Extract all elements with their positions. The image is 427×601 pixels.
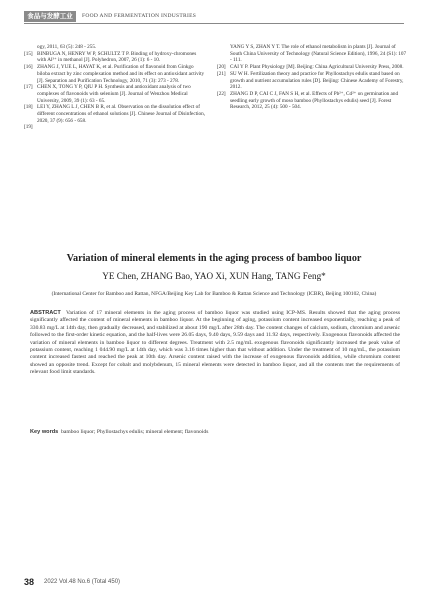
page-footer: [24, 577, 404, 589]
keywords-text: bamboo liquor; Phyllostachys edulis; mineral element; flavonoids: [61, 429, 209, 435]
reference-item: [24, 104, 206, 124]
reference-item: [217, 64, 407, 71]
reference-number: [17]: [24, 84, 33, 91]
reference-item: [24, 64, 206, 84]
reference-number: [15]: [24, 50, 33, 57]
journal-name-zh: 食品与发酵工业: [24, 11, 76, 22]
references-right-column: [217, 44, 407, 111]
reference-number: [21]: [217, 70, 226, 77]
reference-item: [24, 84, 206, 104]
reference-text: YANG Y S, ZHAN Y T. The role of ethanol metabolism in plants [J]. Journal of South China University of Technology (Natural Science Edition), 1996, 24 (S1): 107 - 111.: [230, 44, 407, 64]
abstract-label: ABSTRACT: [30, 310, 61, 316]
running-header: [24, 11, 404, 22]
keywords-block: [30, 429, 400, 436]
reference-text: ZHANG D P, CAI C J, FAN S H, et al. Effects of Pb²⁺, Cd²⁺ on germination and seedling early growth of moso bamboo (Phyllostachys edulis) seed [J]. Forest Research, 2012, 25 (4): 500 - 504.: [230, 90, 399, 111]
reference-number: [18]: [24, 104, 33, 111]
reference-item: [217, 71, 407, 91]
reference-number: [22]: [217, 90, 226, 97]
abstract-block: [30, 310, 400, 377]
reference-item: [24, 44, 206, 51]
keywords-label: Key words: [30, 429, 59, 435]
author-affiliation: (International Center for Bamboo and Rattan, NFGA/Beijing Key Lab for Bamboo & Rattan Science and Technology (ICBR), Beijing 100102, China): [51, 291, 377, 297]
article-title: Variation of mineral elements in the aging process of bamboo liquor: [66, 253, 362, 264]
reference-number: [20]: [217, 64, 226, 71]
reference-text: ogy, 2011, 63 (5): 248 - 255.: [37, 44, 97, 50]
reference-item: [217, 44, 407, 64]
volume-info: 2022 Vol.48 No.6 (Total 450): [44, 579, 121, 585]
reference-text: SU W H. Fertilization theory and practice for Phyllostachys edulis stand based on growth and nutrient accumulation rules [D]. Beijing: Chinese Academy of Forestry, 2012.: [230, 70, 404, 91]
reference-number: [19]: [24, 124, 33, 131]
abstract-text: Variation of 17 mineral elements in the aging process of bamboo liquor was studied using ICP-MS. Results showed that the aging process significantly affected the content of mineral elements in bamboo liquor. At the beginning of aging, potassium content increased exponentially, reaching a peak of 330.83 mg/L at 14th day, then gradually decreased, and stabilized at about 190 mg/L after 28th day. The content changes of calcium, sodium, chromium and arsenic followed to the first-order kinetic equation, and the half-lives were 26.05 days, 9.40 days, 9.59 days and 11.92 days, respectively. Exogenous flavonoids affected the variation of mineral elements in bamboo liquor to different degrees. Treatment with 2.5 mg/mL exogenous flavonoids significantly increased the peak value of potassium content, reaching 1 044.90 mg/L at 14th day, which was 3.16 times higher than that without addition. Under the treatment of 10 mg/mL, the potassium content increased fastest and reached the peak at 10th day. Arsenic content raised with the increase of exogenous flavonoids addition, while chromium content showed an opposite trend. Except for cobalt and molybdenum, 15 mineral elements were detected in bamboo liquor, and all the contents met the requirements of relevant food limit standards.: [30, 310, 401, 376]
page-number: 38: [24, 577, 35, 587]
reference-text: BINBUGA N, HENRY W P, SCHULTZ T P. Binding of hydroxy-chromones with Al³⁺ in methanol [J]. Polyhedron, 2007, 26 (1): 6 - 10.: [37, 50, 197, 64]
reference-item: [24, 51, 206, 64]
references-left-column: [24, 44, 206, 131]
reference-text: LEI Y, ZHANG L J, CHEN B R, et al. Observation on the dissolution effect of different concentrations of ethanol solutions [J]. Chinese Journal of Disinfection, 2020, 37 (9): 656 - 658.: [37, 104, 206, 124]
header-rule: [24, 23, 404, 24]
reference-text: ZHANG J, YUE L, HAYAT K, et al. Purification of flavonoid from Ginkgo biloba extract by zinc complexation method and its effect on antioxidant activity [J]. Separation and Purification Technology, 2010, 71 (3): 273 - 278.: [37, 64, 205, 84]
reference-text: CAI Y P. Plant Physiology [M]. Beijing: China Agricultural University Press, 2008.: [230, 64, 404, 71]
reference-item: [217, 91, 407, 111]
reference-number: [16]: [24, 64, 33, 71]
author-list: YE Chen, ZHANG Bao, YAO Xi, XUN Hang, TANG Feng*: [102, 271, 326, 281]
reference-text: CHEN X, TONG Y P, QIU P H. Synthesis and antioxidant analysis of two complexes of flavonoids with selenium [J]. Journal of Wenzhou Medical University, 2009, 39 (1): 63 - 65.: [37, 84, 191, 104]
journal-name-en: FOOD AND FERMENTATION INDUSTRIES: [82, 13, 197, 19]
